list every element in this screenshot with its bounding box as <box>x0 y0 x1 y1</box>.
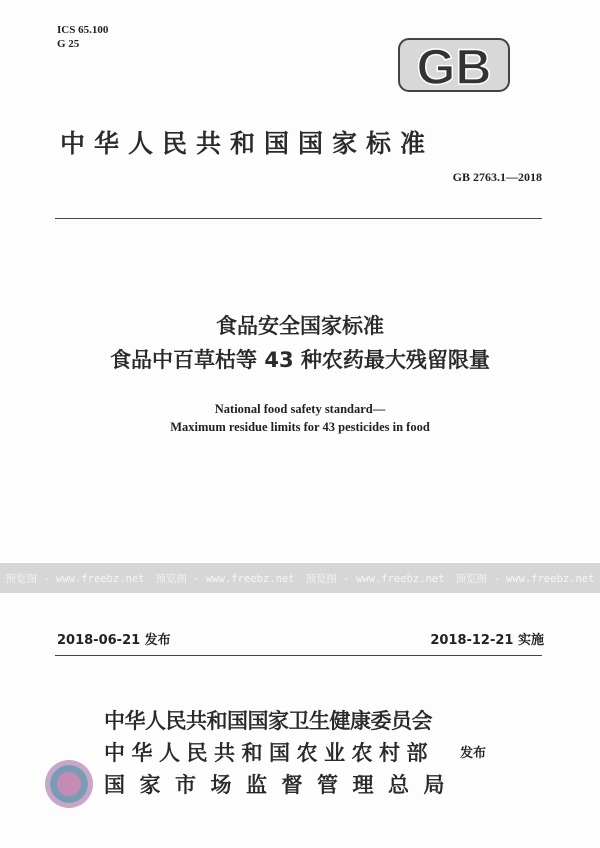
title-cn-2: 食品中百草枯等 43 种农药最大残留限量 <box>110 348 490 372</box>
agency-1: 中华人民共和国国家卫生健康委员会 <box>104 709 432 733</box>
standard-number: GB 2763.1—2018 <box>452 170 542 184</box>
watermark-text: 预览图 - www.freebz.net <box>5 572 145 585</box>
gb-logo-text: GB <box>416 39 492 92</box>
ics-code: ICS 65.100 <box>57 24 109 36</box>
agency-2: 中华人民共和国农业农村部 <box>104 741 434 765</box>
watermark-text: 预览图 - www.freebz.net <box>155 572 295 585</box>
issue-date: 2018-06-21 发布 <box>57 633 171 648</box>
title-cn-1: 食品安全国家标准 <box>216 314 384 338</box>
divider <box>55 218 542 219</box>
title-en-1: National food safety standard— <box>214 402 386 416</box>
agency-3: 国家市场监督管理总局 <box>104 773 459 797</box>
implementation-date: 2018-12-21 实施 <box>430 633 544 648</box>
watermark-text: 预览图 - www.freebz.net <box>305 572 445 585</box>
seal-emblem-icon <box>45 760 93 808</box>
standard-title: 中华人民共和国国家标准 <box>60 129 435 158</box>
issue-label: 发布 <box>460 746 487 761</box>
watermark-text: 预览图 - www.freebz.net <box>455 572 595 585</box>
divider <box>55 655 542 656</box>
ccs-code: G 25 <box>57 38 80 50</box>
title-en-2: Maximum residue limits for 43 pesticides in food <box>170 420 430 434</box>
watermark-band <box>0 563 600 593</box>
gb-logo <box>398 38 510 92</box>
